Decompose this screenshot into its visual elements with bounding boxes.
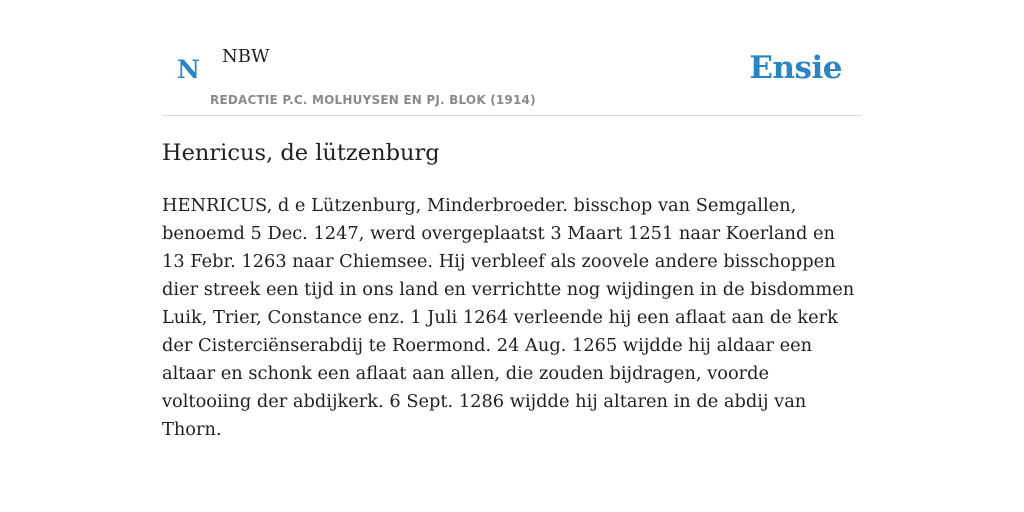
article-card	[162, 0, 862, 512]
source-subtitle: REDACTIE P.C. MOLHUYSEN EN PJ. BLOK (1914)	[210, 93, 536, 107]
entry-body: HENRICUS, d e Lützenburg, Minderbroeder. bisschop van Semgallen, benoemd 5 Dec. 1247, werd overgeplaatst 3 Maart 1251 naar Koerland en 13 Febr. 1263 naar Chiemsee. Hij verbleef als zoovele andere bisschoppen dier streek een tijd in ons land en verrichtte nog wijdingen in de bisdommen Luik, Trier, Constance enz. 1 Juli 1264 verleende hij een aflaat aan de kerk der Cisterciënserabdij te Roermond. 24 Aug. 1265 wijdde hij aldaar een altaar en schonk een aflaat aan allen, die zouden bijdragen, voorde voltooiing der abdijkerk. 6 Sept. 1286 wijdde hij altaren in de abdij van Thorn.	[162, 195, 855, 440]
entry-title: Henricus, de lützenburg	[162, 140, 440, 166]
source-title[interactable]: NBW	[222, 46, 270, 67]
source-logo-letter[interactable]: N	[177, 55, 200, 84]
source-header	[162, 0, 862, 116]
brand-logo[interactable]: Ensie	[749, 50, 842, 86]
